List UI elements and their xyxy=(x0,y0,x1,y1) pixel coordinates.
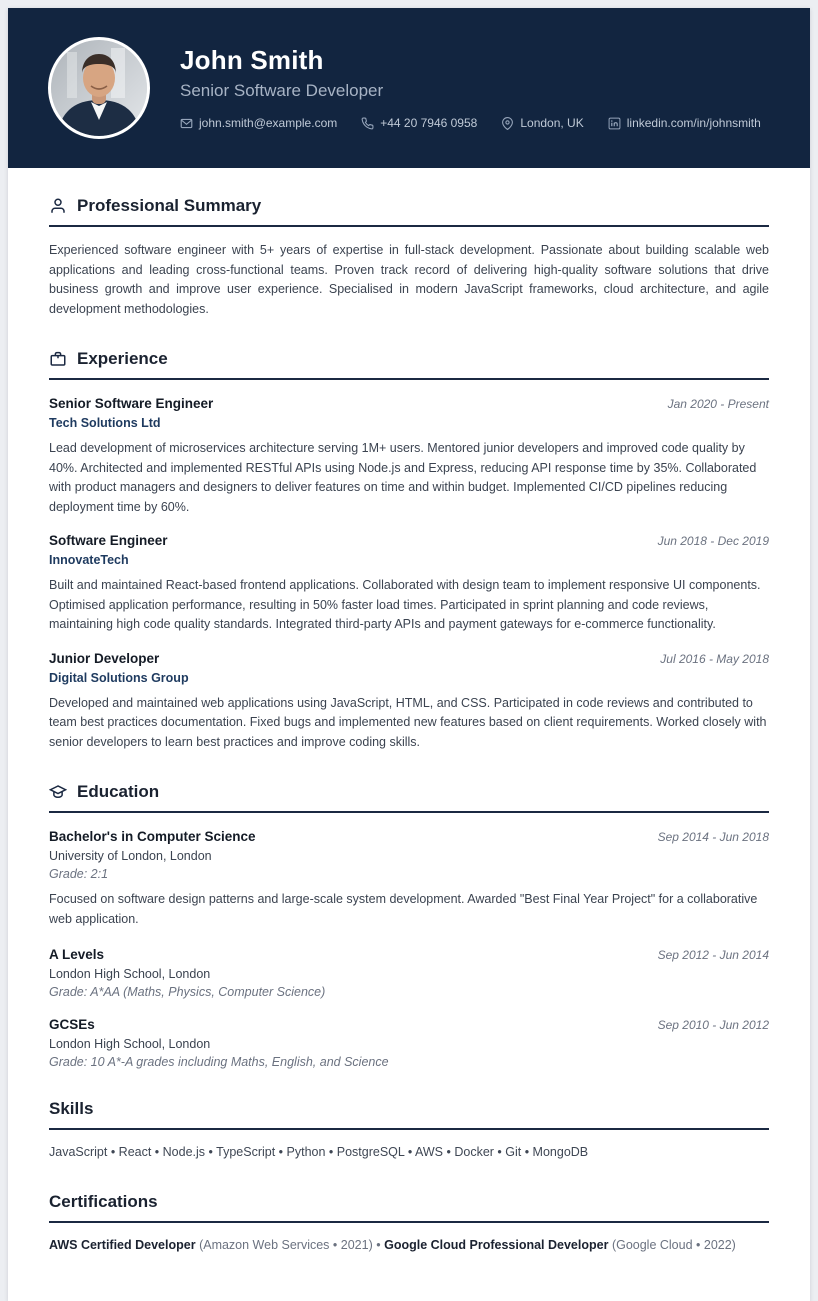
education-entry xyxy=(49,1017,769,1069)
skills-heading xyxy=(49,1099,769,1130)
contact-location xyxy=(501,116,583,130)
skills-list: JavaScript • React • Node.js • TypeScript • Python • PostgreSQL • AWS • Docker • Git • MongoDB xyxy=(49,1145,589,1159)
certification-separator: • xyxy=(376,1237,381,1252)
job-dates: Jun 2018 - Dec 2019 xyxy=(657,534,769,548)
job-description: Lead development of microservices architecture serving 1M+ users. Mentored junior developers and improved code quality by 40%. Architected and implemented RESTful APIs using Node.js and Express, reducing API response time by 35%. Collaborated with product managers and designers to deliver features on time and within budget. Implemented CI/CD pipelines reducing deployment time by 60%. xyxy=(49,441,757,514)
job-entry xyxy=(49,651,769,753)
contact-row xyxy=(180,116,770,130)
person-name: John Smith xyxy=(180,44,324,75)
certifications-list xyxy=(49,1236,769,1255)
job-company: InnovateTech xyxy=(49,553,129,567)
education-title: GCSEs xyxy=(49,1017,95,1032)
education-heading xyxy=(49,782,769,813)
contact-linkedin-text: linkedin.com/in/johnsmith xyxy=(626,116,761,131)
contact-linkedin xyxy=(608,116,761,130)
resume-header xyxy=(8,8,810,168)
education-entry-head xyxy=(49,1017,769,1032)
education-dates: Sep 2014 - Jun 2018 xyxy=(657,830,769,844)
job-description: Built and maintained React-based frontend applications. Collaborated with design team to implement responsive UI components. Optimised application performance, resulting in 50% faster load times. Participated in sprint planning and code reviews, maintaining high code quality standards. Integrated third-party APIs and payment gateways for e-commerce functionality. xyxy=(49,578,761,631)
phone-icon xyxy=(361,117,374,130)
briefcase-icon xyxy=(49,350,67,368)
linkedin-icon xyxy=(608,117,621,130)
education-heading-text: Education xyxy=(77,782,160,801)
certifications-heading xyxy=(49,1192,769,1223)
education-grade: Grade: 10 A*-A grades including Maths, English, and Science xyxy=(49,1055,389,1069)
graduation-cap-icon xyxy=(49,783,67,801)
education-institution: London High School, London xyxy=(49,967,211,981)
certifications-heading-text: Certifications xyxy=(49,1191,158,1211)
certification-name: AWS Certified Developer xyxy=(49,1237,196,1252)
summary-heading-text: Professional Summary xyxy=(77,196,262,215)
section-summary xyxy=(49,196,769,319)
job-title: Junior Developer xyxy=(49,650,160,666)
person-icon xyxy=(49,197,67,215)
education-title: Bachelor's in Computer Science xyxy=(49,829,256,844)
education-entry-head xyxy=(49,829,769,844)
job-description: Developed and maintained web applications using JavaScript, HTML, and CSS. Participated in code reviews and contributed to team best practices documentation. Fixed bugs and implemented new features based on client requirements. Worked closely with senior developers to learn best practices and improve coding skills. xyxy=(49,695,767,749)
education-grade: Grade: A*AA (Maths, Physics, Computer Science) xyxy=(49,985,326,999)
job-entry xyxy=(49,533,769,635)
certification-name: Google Cloud Professional Developer xyxy=(384,1237,609,1252)
section-skills xyxy=(49,1099,769,1162)
education-institution: University of London, London xyxy=(49,849,212,863)
education-grade: Grade: 2:1 xyxy=(49,867,109,881)
certification-detail: (Amazon Web Services • 2021) xyxy=(199,1237,373,1252)
summary-text: Experienced software engineer with 5+ years of expertise in full-stack development. Passionate about building scalable web applications and leading cross-functional teams. Proven track record of delivering high-quality software solutions that drive business growth and improve user experience. Specialised in modern JavaScript frameworks, cloud architecture, and agile development methodologies. xyxy=(49,243,769,316)
education-title: A Levels xyxy=(49,947,105,962)
education-dates: Sep 2010 - Jun 2012 xyxy=(657,1018,769,1032)
job-entry-head xyxy=(49,533,769,548)
header-text-block xyxy=(180,46,770,131)
contact-location-text: London, UK xyxy=(520,116,584,131)
resume-card xyxy=(8,8,810,1301)
education-entry-head xyxy=(49,947,769,962)
job-company: Tech Solutions Ltd xyxy=(49,416,161,430)
contact-email-text: john.smith@example.com xyxy=(199,116,338,131)
job-title: Software Engineer xyxy=(49,533,168,548)
certification-detail: (Google Cloud • 2022) xyxy=(611,1237,736,1252)
experience-heading-text: Experience xyxy=(77,349,168,368)
job-company: Digital Solutions Group xyxy=(49,670,189,685)
education-dates: Sep 2012 - Jun 2014 xyxy=(657,948,769,962)
avatar xyxy=(51,40,147,136)
contact-phone xyxy=(361,116,477,130)
profile-photo xyxy=(48,37,150,139)
education-description: Focused on software design patterns and large-scale system development. Awarded "Best Final Year Project" for a collaborative web application. xyxy=(49,892,758,926)
person-job-title: Senior Software Developer xyxy=(180,81,384,101)
job-title: Senior Software Engineer xyxy=(49,396,214,411)
job-entry xyxy=(49,396,769,517)
education-entry xyxy=(49,829,769,929)
experience-heading xyxy=(49,349,769,380)
skills-heading-text: Skills xyxy=(49,1099,94,1118)
section-certifications xyxy=(49,1192,769,1255)
section-experience xyxy=(49,349,769,752)
email-icon xyxy=(180,117,193,130)
job-entry-head xyxy=(49,651,769,666)
job-dates: Jul 2016 - May 2018 xyxy=(660,651,769,666)
education-institution: London High School, London xyxy=(49,1037,211,1051)
contact-phone-text: +44 20 7946 0958 xyxy=(380,116,478,131)
location-icon xyxy=(501,117,514,130)
summary-heading xyxy=(49,196,769,227)
job-dates: Jan 2020 - Present xyxy=(667,397,769,411)
education-entry xyxy=(49,947,769,999)
contact-email xyxy=(180,116,337,130)
job-entry-head xyxy=(49,396,769,411)
section-education xyxy=(49,782,769,1069)
resume-body xyxy=(8,168,810,1301)
